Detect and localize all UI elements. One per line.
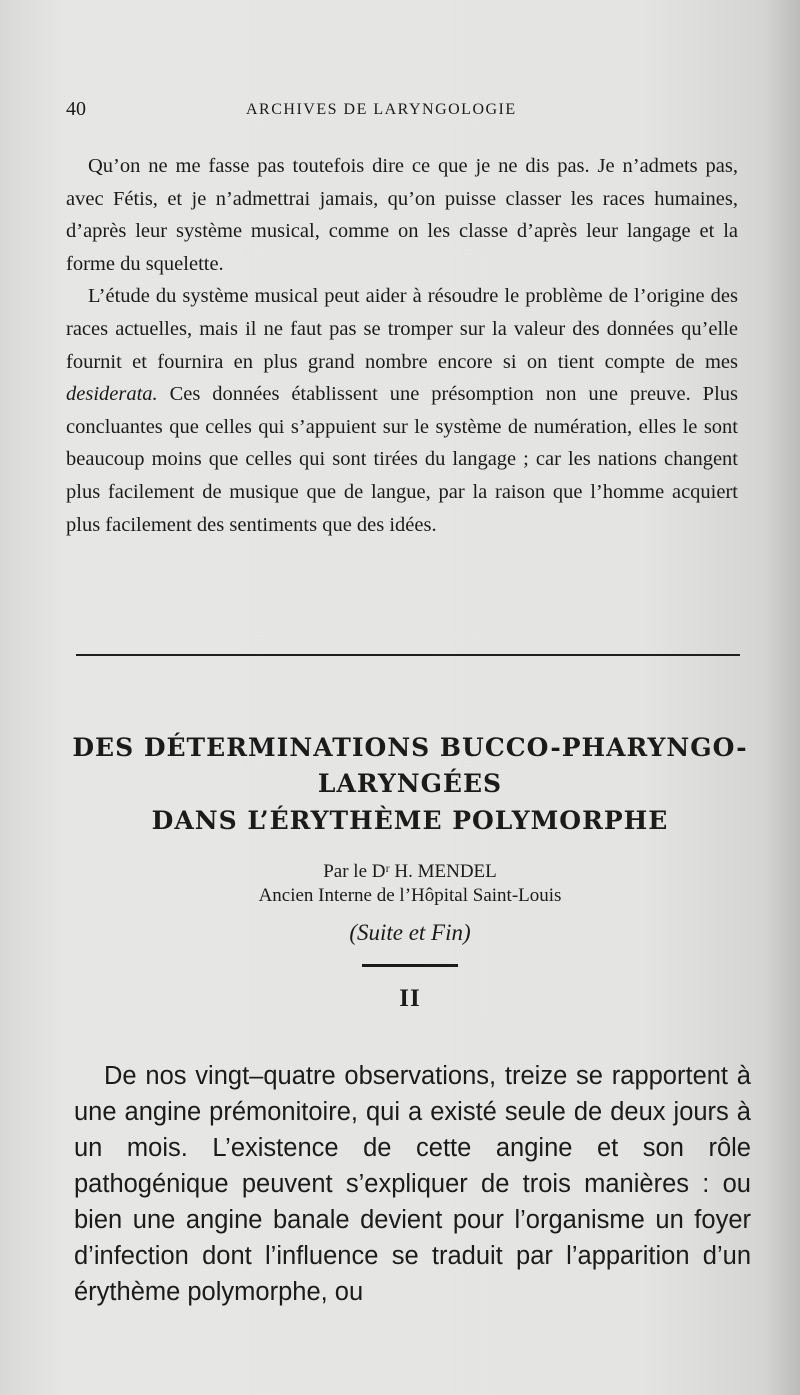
article-body-paragraph: De nos vingt–quatre observations, treize se rapportent à une angine prémonitoire, qui a existé seule de deux jours à un mois. L’existence de cette angine et son rôle pathogénique peuvent s’expliquer de trois manières : ou bien une angine banale devient pour l’organisme un foyer d’infection dont l’influence se traduit par l’apparition d’un érythème polymorphe, ou xyxy=(74,1062,751,1306)
page-number: 40 xyxy=(66,98,86,120)
page-edge-shadow xyxy=(764,0,800,1395)
desiderata-emphasis: desiderata. xyxy=(66,383,158,406)
article-header xyxy=(70,730,750,1013)
continuation-note: (Suite et Fin) xyxy=(349,920,471,945)
author-byline: Par le Dʳ H. MENDEL xyxy=(323,861,497,882)
running-head xyxy=(66,98,738,128)
paragraph-2-text-before: L’étude du système musical peut aider à résoudre le problème de l’origine des races actuelles, mais il ne faut pas se tromper sur la valeur des données qu’elle fournit et fournira en plus grand nombre encore si on tient compte de mes xyxy=(66,285,738,373)
previous-article-paragraph-2 xyxy=(66,280,738,541)
section-numeral: II xyxy=(399,985,421,1012)
short-divider-rule xyxy=(362,964,458,967)
article-title-line-3: DANS L’ÉRYTHÈME POLYMORPHE xyxy=(151,806,669,835)
article-title-line-1: DES DÉTERMINATIONS BUCCO-PHARYNGO- xyxy=(72,733,748,762)
author-affiliation: Ancien Interne de l’Hôpital Saint-Louis xyxy=(258,885,562,906)
article-body xyxy=(74,1058,751,1310)
previous-article-text xyxy=(66,150,738,541)
previous-article-paragraph-1: Qu’on ne me fasse pas toutefois dire ce que je ne dis pas. Je n’admets pas, avec Fétis, et je n’admettrai jamais, qu’on puisse classer les races humaines, d’après leur système musical, comme on les classe d’après leur langage et la forme du squelette. xyxy=(66,155,738,275)
journal-title: ARCHIVES DE LARYNGOLOGIE xyxy=(246,101,517,118)
paragraph-2-text-after: Ces données établissent une présomption non une preuve. Plus concluantes que celles qui s’appuient sur le système de numération, elles le sont beaucoup moins que celles qui sont tirées du langage ; car les nations changent plus facilement de musique que de langue, par la raison que l’homme acquiert plus facilement des sentiments que des idées. xyxy=(66,383,738,536)
article-separator-rule xyxy=(76,654,740,656)
article-title-line-2: LARYNGÉES xyxy=(317,769,503,798)
